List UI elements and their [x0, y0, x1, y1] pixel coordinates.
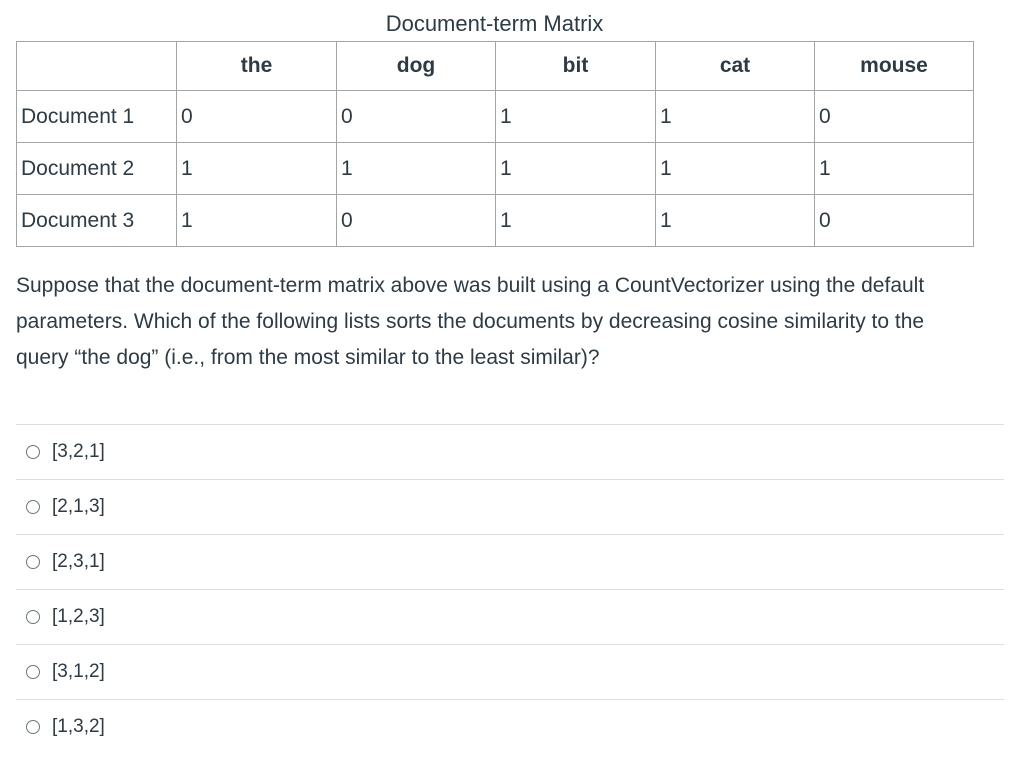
answer-option[interactable] — [16, 424, 1004, 479]
question-text: Suppose that the document-term matrix above was built using a CountVectorizer using the default parameters. Which of the following lists sorts the documents by decreasing cosine similarity to the query “the dog” (i.e., from the most similar to the least similar)? — [16, 274, 925, 369]
table-row — [17, 143, 974, 195]
table-row — [17, 195, 974, 247]
matrix-caption: Document-term Matrix — [385, 11, 604, 36]
radio-button[interactable] — [26, 610, 40, 624]
header-cell-bit: bit — [496, 42, 656, 91]
cell-value: 1 — [496, 91, 656, 143]
cell-value: 1 — [496, 195, 656, 247]
radio-button[interactable] — [26, 500, 40, 514]
row-label: Document 1 — [17, 91, 177, 143]
answer-option[interactable] — [16, 644, 1004, 699]
radio-button[interactable] — [26, 665, 40, 679]
cell-value: 1 — [337, 143, 496, 195]
cell-value: 1 — [656, 143, 815, 195]
cell-value: 0 — [177, 91, 337, 143]
cell-value: 0 — [815, 195, 974, 247]
radio-button[interactable] — [26, 445, 40, 459]
table-row — [17, 91, 974, 143]
cell-value: 1 — [496, 143, 656, 195]
header-cell-mouse: mouse — [815, 42, 974, 91]
cell-value: 0 — [337, 91, 496, 143]
answer-label[interactable]: [2,3,1] — [52, 551, 105, 572]
document-term-matrix — [16, 41, 974, 247]
cell-value: 1 — [177, 143, 337, 195]
cell-value: 1 — [177, 195, 337, 247]
radio-button[interactable] — [26, 720, 40, 734]
radio-button[interactable] — [26, 555, 40, 569]
answer-label[interactable]: [1,3,2] — [52, 716, 105, 737]
header-cell-cat: cat — [656, 42, 815, 91]
row-label: Document 2 — [17, 143, 177, 195]
header-cell-the: the — [177, 42, 337, 91]
row-label: Document 3 — [17, 195, 177, 247]
answer-label[interactable]: [1,2,3] — [52, 606, 105, 627]
answer-option[interactable] — [16, 479, 1004, 534]
answer-option[interactable] — [16, 589, 1004, 644]
cell-value: 0 — [815, 91, 974, 143]
header-cell-empty — [17, 42, 177, 91]
cell-value: 0 — [337, 195, 496, 247]
header-cell-dog: dog — [337, 42, 496, 91]
cell-value: 1 — [656, 91, 815, 143]
cell-value: 1 — [656, 195, 815, 247]
answer-label[interactable]: [2,1,3] — [52, 496, 105, 517]
header-row — [17, 42, 974, 91]
answer-label[interactable]: [3,1,2] — [52, 661, 105, 682]
answer-list — [16, 424, 1004, 754]
answer-label[interactable]: [3,2,1] — [52, 441, 105, 462]
answer-option[interactable] — [16, 699, 1004, 754]
answer-option[interactable] — [16, 534, 1004, 589]
cell-value: 1 — [815, 143, 974, 195]
